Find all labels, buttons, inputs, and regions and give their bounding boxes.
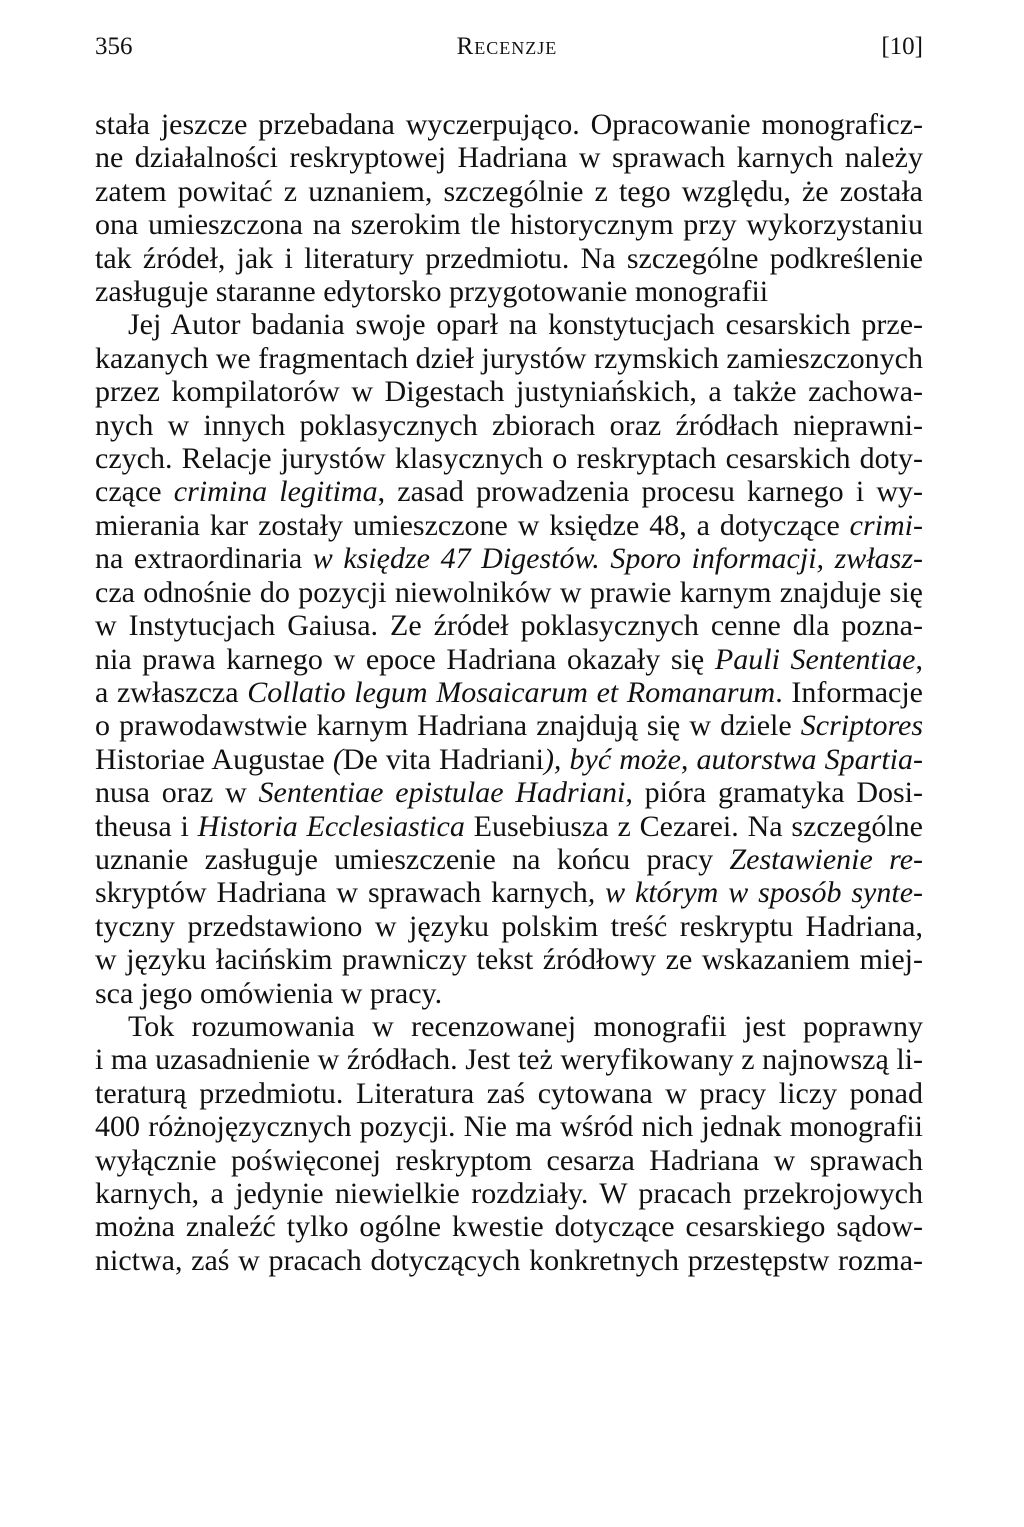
text-run: mierania kar zostały umieszczone w księdze 48, a dotyczące	[95, 508, 850, 542]
review-body	[95, 108, 923, 1277]
text-line	[95, 475, 923, 508]
text-line	[95, 542, 923, 575]
running-header	[95, 30, 923, 64]
text-run: uznanie zasługuje umieszczenie na końcu pracy	[95, 842, 730, 876]
text-run: i ma uzasadnienie w źródłach. Jest też weryfikowany z najnowszą li-	[95, 1043, 923, 1077]
text-line	[95, 1144, 923, 1177]
text-run: kazanych we fragmentach dzieł jurystów rzymskich zamieszczonych	[95, 341, 923, 375]
text-run: teraturą przedmiotu. Literatura zaś cytowana w pracy liczy ponad	[95, 1076, 923, 1110]
text-run: a zwłaszcza	[95, 675, 248, 709]
italic-title: w księdze 47 Digestów. Sporo informacji, zwłasz-	[302, 542, 923, 576]
text-line	[95, 1244, 923, 1277]
text-run: Jej Autor badania swoje oparł na konstytucjach cesarskich prze-	[128, 308, 923, 342]
italic-title: Sententiae epistulae Hadriani	[258, 776, 626, 810]
text-run: Tok rozumowania w recenzowanej monografii jest poprawny	[128, 1009, 923, 1043]
text-line	[95, 1077, 923, 1110]
text-line	[95, 1177, 923, 1210]
text-line	[95, 275, 923, 308]
text-run: w Instytucjach Gaiusa. Ze źródeł poklasycznych cenne dla pozna-	[95, 609, 923, 643]
text-run: zasługuje staranne edytorsko przygotowanie monografii	[95, 275, 769, 309]
italic-title: ), być może, autorstwa Spartia-	[543, 742, 923, 776]
text-line	[95, 1010, 923, 1043]
text-run: nia prawa karnego w epoce Hadriana okazały się	[95, 642, 715, 676]
text-run: zatem powitać z uznaniem, szczególnie z tego względu, że została	[95, 174, 923, 208]
text-run: , zasad prowadzenia procesu karnego i wy-	[377, 475, 924, 509]
text-line	[95, 141, 923, 174]
text-line	[95, 1043, 923, 1076]
italic-title: Collatio legum Mosaicarum et Romanarum	[247, 675, 776, 709]
italic-title: Scriptores	[800, 709, 923, 743]
italic-title: crimi-	[849, 508, 923, 542]
text-line	[95, 409, 923, 442]
text-run: cza odnośnie do pozycji niewolników w prawie karnym znajduje się	[95, 575, 923, 609]
italic-title: crimina legitima	[173, 475, 378, 509]
text-line	[95, 242, 923, 275]
text-line	[95, 843, 923, 876]
text-run: o prawodawstwie karnym Hadriana znajdują się w dziele	[95, 709, 801, 743]
text-line	[95, 576, 923, 609]
text-line	[95, 208, 923, 241]
text-line	[95, 676, 923, 709]
italic-title: (	[324, 742, 343, 776]
italic-title: , w którym w sposób synte-	[587, 876, 923, 910]
text-line	[95, 810, 923, 843]
text-run: ne działalności reskryptowej Hadriana w sprawach karnych należy	[95, 141, 923, 175]
text-line	[95, 1210, 923, 1243]
text-run: , pióra gramatyka Dosi-	[625, 776, 923, 810]
running-title: Recenzje	[456, 33, 558, 60]
page-number: 356	[95, 33, 133, 60]
text-run: na extraordinaria	[95, 542, 303, 576]
text-run: można znaleźć tylko ogólne kwestie dotyczące cesarskiego sądow-	[95, 1210, 923, 1244]
text-line	[95, 609, 923, 642]
text-run: ,	[915, 642, 924, 676]
text-run: nusa oraz w	[95, 776, 259, 810]
italic-title: Pauli Sententiae	[714, 642, 916, 676]
text-line	[95, 509, 923, 542]
text-run: De vita Hadriani	[342, 742, 544, 776]
text-line	[95, 175, 923, 208]
italic-title: Zestawienie re-	[729, 842, 923, 876]
text-line	[95, 776, 923, 809]
text-line	[95, 943, 923, 976]
text-run: skryptów Hadriana w sprawach karnych	[95, 876, 588, 910]
text-run: Historiae Augustae	[95, 742, 325, 776]
text-run: 400 różnojęzycznych pozycji. Nie ma wśród nich jednak monografii	[95, 1110, 923, 1144]
text-run: Eusebiusza z Cezarei. Na szczególne	[464, 809, 924, 843]
document-page	[95, 30, 923, 1277]
text-run: stała jeszcze przebadana wyczerpująco. Opracowanie monograficz-	[95, 108, 923, 141]
text-line	[95, 1110, 923, 1143]
text-run: wyłącznie poświęconej reskryptom cesarza Hadriana w sprawach	[95, 1143, 923, 1177]
text-line	[95, 977, 923, 1010]
text-run: nych w innych poklasycznych zbiorach oraz źródłach nieprawni-	[95, 408, 923, 442]
text-run: tyczny przedstawiono w języku polskim treść reskryptu Hadriana,	[95, 909, 923, 943]
text-run: przez kompilatorów w Digestach justyniańskich, a także zachowa-	[95, 375, 923, 409]
text-run: ona umieszczona na szerokim tle historycznym przy wykorzystaniu	[95, 208, 923, 242]
paragraph-1	[95, 108, 923, 308]
text-line	[95, 643, 923, 676]
text-run: . Informacje	[775, 675, 923, 709]
text-run: w języku łacińskim prawniczy tekst źródłowy ze wskazaniem miej-	[95, 943, 923, 977]
italic-title: Historia Ecclesiastica	[197, 809, 465, 843]
text-line	[95, 910, 923, 943]
section-marker: [10]	[881, 33, 923, 60]
paragraph-3	[95, 1010, 923, 1277]
text-line	[95, 442, 923, 475]
text-line	[95, 709, 923, 742]
text-run: czych. Relacje jurystów klasycznych o reskryptach cesarskich doty-	[95, 442, 923, 476]
paragraph-2	[95, 308, 923, 1010]
text-run: theusa i	[95, 809, 198, 843]
text-line	[95, 876, 923, 909]
text-line	[95, 308, 923, 341]
text-line	[95, 375, 923, 408]
text-run: sca jego omówienia w pracy.	[95, 976, 443, 1010]
text-line	[95, 108, 923, 141]
text-run: czące	[95, 475, 174, 509]
text-line	[95, 342, 923, 375]
text-line	[95, 743, 923, 776]
text-run: karnych, a jedynie niewielkie rozdziały. W pracach przekrojowych	[95, 1177, 923, 1210]
text-run: tak źródeł, jak i literatury przedmiotu. Na szczególne podkreślenie	[95, 241, 923, 275]
text-run: nictwa, zaś w pracach dotyczących konkretnych przestępstw rozma-	[95, 1243, 923, 1277]
